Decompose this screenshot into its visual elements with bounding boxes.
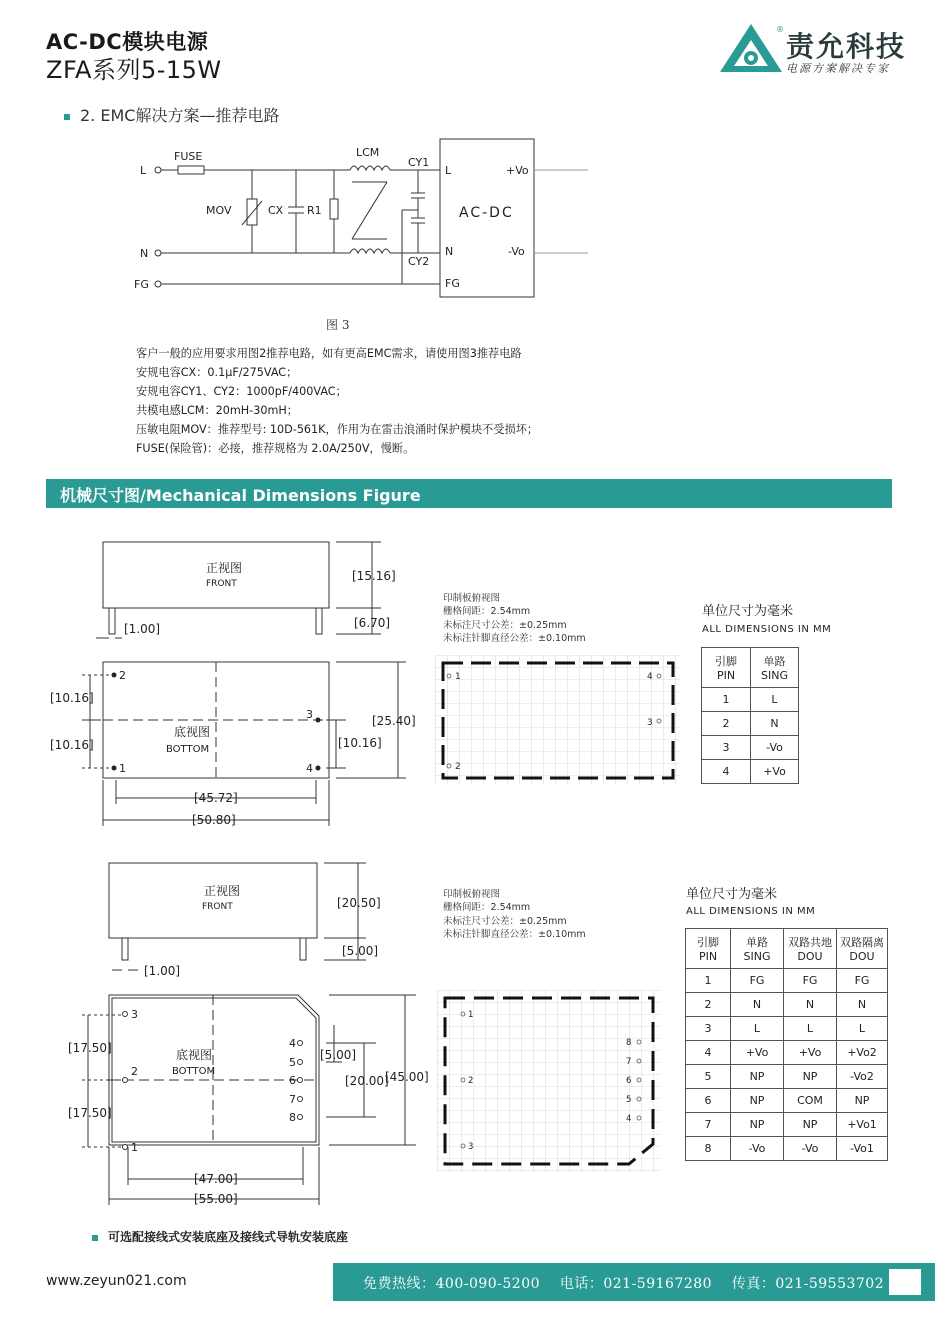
header-cn: 引脚	[715, 655, 737, 668]
table-cell: N	[837, 993, 888, 1017]
pkg2-dim-55.00: [55.00]	[194, 1192, 238, 1206]
pcb2-pin-3: 3	[468, 1142, 474, 1152]
pkg1-bottom-en: BOTTOM	[166, 744, 210, 755]
header-cn: 双路共地	[788, 936, 832, 949]
circuit-label-r1: R1	[307, 204, 322, 217]
mount-option-note	[92, 1228, 348, 1245]
module-pin-vo-minus: -Vo	[508, 245, 525, 258]
fax-label: 传真：	[731, 1276, 776, 1292]
pkg2-dim-20.50: [20.50]	[337, 896, 381, 910]
table-cell: FG	[731, 969, 784, 993]
circuit-label-n: N	[140, 247, 149, 260]
pkg2-pin-8: 8	[289, 1111, 296, 1124]
pkg1-dimension-drawing	[46, 530, 426, 840]
pcb-note: 栅格间距：2.54mm	[443, 606, 531, 618]
emc-notes	[136, 345, 538, 458]
table-header-cell	[784, 929, 837, 969]
pcb2-pin-6: 6	[626, 1076, 632, 1086]
table-row	[686, 1065, 888, 1089]
table-cell: 5	[686, 1065, 731, 1089]
pkg2-dim-5.00-b: [5.00]	[320, 1048, 357, 1062]
pkg2-front-en: FRONT	[202, 902, 233, 912]
doc-title-line1: AC-DC模块电源	[46, 30, 209, 54]
table-row	[702, 760, 799, 784]
emc-circuit-diagram	[128, 135, 598, 307]
pkg2-unit-sub: ALL DIMENSIONS IN MM	[686, 906, 816, 917]
pcb-note: 未标注尺寸公差：±0.25mm	[443, 619, 567, 631]
pkg1-unit-title: 单位尺寸为毫米	[702, 604, 794, 619]
table-row	[686, 1089, 888, 1113]
pkg2-front-cn: 正视图	[204, 884, 241, 898]
table-header-cell	[837, 929, 888, 969]
table-cell: FG	[837, 969, 888, 993]
figure-caption: 图 3	[326, 318, 350, 332]
table-row	[686, 1041, 888, 1065]
pcb2-pin-1: 1	[468, 1010, 474, 1020]
mount-option-text: 可选配接线式安装底座及接线式导轨安装底座	[108, 1230, 349, 1244]
table-cell: N	[784, 993, 837, 1017]
pkg2-bottom-en: BOTTOM	[172, 1066, 216, 1077]
circuit-label-cx: CX	[268, 204, 284, 217]
pkg1-pin-2: 2	[119, 669, 126, 682]
table-cell: N	[731, 993, 784, 1017]
pkg1-dim-10.16-a: [10.16]	[50, 691, 94, 705]
table-cell: 2	[686, 993, 731, 1017]
pkg2-pin-4: 4	[289, 1037, 296, 1050]
pcb1-pin-4: 4	[647, 672, 653, 682]
header-en: PIN	[716, 669, 736, 682]
table-cell: -Vo2	[837, 1065, 888, 1089]
pkg1-dim-25.40: [25.40]	[372, 714, 416, 728]
header-en: DOU	[849, 950, 875, 963]
table-row	[702, 712, 799, 736]
module-pin-l: L	[445, 164, 452, 177]
pkg2-dim-45.00: [45.00]	[385, 1070, 429, 1084]
table-header-cell	[702, 648, 751, 688]
hotline-label: 免费热线：	[363, 1276, 436, 1292]
circuit-label-l: L	[140, 164, 147, 177]
table-cell: N	[751, 712, 799, 736]
brand-name: 责允科技	[786, 30, 907, 63]
pkg2-bottom-cn: 底视图	[176, 1048, 213, 1062]
pkg2-pin-3: 3	[131, 1008, 138, 1021]
table-cell: FG	[784, 969, 837, 993]
table-cell: -Vo	[751, 736, 799, 760]
brand-logo-icon	[718, 22, 784, 74]
table-cell: +Vo	[731, 1041, 784, 1065]
pcb-note: 印制板俯视图	[443, 889, 501, 900]
section-emc-heading	[64, 103, 279, 126]
pkg1-dim-1.00: [1.00]	[124, 622, 161, 636]
note-line: FUSE(保险管)：必接，推荐规格为 2.0A/250V，慢断。	[136, 441, 415, 455]
pkg1-dim-15.16: [15.16]	[352, 569, 396, 583]
pcb1-pin-1: 1	[455, 672, 461, 682]
pkg2-dim-47.00: [47.00]	[194, 1172, 238, 1186]
bullet-square-icon	[92, 1235, 98, 1241]
note-line: 客户一般的应用要求用图2推荐电路，如有更高EMC需求，请使用图3推荐电路	[136, 347, 522, 360]
table-row	[686, 969, 888, 993]
section-emc-heading-text: 2. EMC解决方案—推荐电路	[80, 106, 280, 125]
section-mech-title: 机械尺寸图/Mechanical Dimensions Figure	[60, 486, 421, 505]
module-label: AC-DC	[459, 205, 514, 221]
table-cell: +Vo	[784, 1041, 837, 1065]
table-cell: NP	[784, 1113, 837, 1137]
phone-label: 电话：	[559, 1276, 604, 1292]
module-pin-n: N	[445, 245, 454, 258]
table-cell: +Vo2	[837, 1041, 888, 1065]
table-row	[702, 688, 799, 712]
phone-number: 021-59167280	[603, 1276, 713, 1292]
pcb-note: 栅格间距：2.54mm	[443, 902, 531, 914]
pcb2-pin-2: 2	[468, 1076, 474, 1086]
table-cell: -Vo1	[837, 1137, 888, 1161]
table-cell: NP	[731, 1065, 784, 1089]
pkg2-dim-20.00: [20.00]	[345, 1074, 389, 1088]
header-en: PIN	[698, 950, 718, 963]
circuit-label-fg: FG	[134, 278, 149, 291]
hotline-number: 400-090-5200	[435, 1276, 541, 1292]
header-cn: 引脚	[697, 936, 719, 949]
table-header-cell	[751, 648, 799, 688]
pcb-note: 未标注尺寸公差：±0.25mm	[443, 915, 567, 927]
pkg2-pin-1: 1	[131, 1141, 138, 1154]
table-header-cell	[686, 929, 731, 969]
table-row	[686, 1017, 888, 1041]
fax-number: 021-59553702	[775, 1276, 885, 1292]
table-cell: 4	[702, 760, 751, 784]
pkg1-dim-50.80: [50.80]	[192, 813, 236, 827]
circuit-label-lcm: LCM	[356, 146, 380, 159]
pkg1-pin-3: 3	[306, 708, 313, 721]
table-header-cell	[731, 929, 784, 969]
table-cell: -Vo	[784, 1137, 837, 1161]
module-pin-fg: FG	[445, 277, 460, 290]
pkg1-front-cn: 正视图	[206, 561, 243, 575]
doc-title-line2: ZFA系列5-15W	[46, 56, 222, 84]
pkg2-pin-table	[685, 928, 888, 1161]
table-cell: 7	[686, 1113, 731, 1137]
pcb1-pin-2: 2	[455, 762, 461, 772]
section-mech-band	[46, 479, 892, 508]
pkg2-unit-title: 单位尺寸为毫米	[686, 887, 778, 902]
header-cn: 单路	[763, 655, 786, 668]
table-cell: COM	[784, 1089, 837, 1113]
pcb2-pin-8: 8	[626, 1038, 632, 1048]
table-cell: -Vo	[731, 1137, 784, 1161]
pkg1-pin-4: 4	[306, 762, 313, 775]
circuit-label-mov: MOV	[206, 204, 232, 217]
table-row	[686, 1113, 888, 1137]
pcb-note: 印制板俯视图	[443, 593, 501, 604]
module-pin-vo-plus: +Vo	[506, 164, 529, 177]
pkg2-pcb-notes	[443, 888, 586, 942]
table-cell: 3	[702, 736, 751, 760]
table-cell: +Vo1	[837, 1113, 888, 1137]
table-row	[702, 736, 799, 760]
header-cn: 单路	[746, 936, 768, 949]
note-line: 共模电感LCM：20mH-30mH；	[136, 403, 298, 417]
pcb-note: 未标注针脚直径公差：±0.10mm	[443, 929, 586, 941]
pkg1-dim-10.16-c: [10.16]	[338, 736, 382, 750]
circuit-label-cy2: CY2	[408, 255, 430, 268]
table-cell: +Vo	[751, 760, 799, 784]
table-cell: L	[731, 1017, 784, 1041]
table-cell: 8	[686, 1137, 731, 1161]
pkg1-front-en: FRONT	[206, 579, 237, 589]
header-en: SING	[743, 950, 771, 963]
page-number-box	[889, 1269, 921, 1295]
pkg1-unit-sub: ALL DIMENSIONS IN MM	[702, 624, 832, 635]
pkg1-pin-1: 1	[119, 762, 126, 775]
header-cn: 双路隔离	[840, 936, 884, 949]
pcb2-pin-7: 7	[626, 1057, 632, 1067]
table-cell: NP	[731, 1089, 784, 1113]
table-row	[686, 993, 888, 1017]
footer-url[interactable]: www.zeyun021.com	[46, 1273, 187, 1289]
table-row	[686, 1137, 888, 1161]
footer-contact	[363, 1273, 884, 1293]
pcb2-pin-5: 5	[626, 1095, 632, 1105]
pkg2-pin-5: 5	[289, 1056, 296, 1069]
table-cell: 2	[702, 712, 751, 736]
pkg1-dim-6.70: [6.70]	[354, 616, 391, 630]
table-cell: 6	[686, 1089, 731, 1113]
table-cell: NP	[731, 1113, 784, 1137]
pkg2-dim-1.00: [1.00]	[144, 964, 181, 978]
table-cell: NP	[784, 1065, 837, 1089]
pcb-note: 未标注针脚直径公差：±0.10mm	[443, 633, 586, 645]
header-en: SING	[761, 669, 788, 682]
table-cell: 4	[686, 1041, 731, 1065]
circuit-label-cy1: CY1	[408, 156, 430, 169]
bullet-square-icon	[64, 114, 70, 120]
note-line: 安规电容CY1、CY2：1000pF/400VAC；	[136, 384, 347, 398]
pkg2-dim-5.00: [5.00]	[342, 944, 379, 958]
pkg1-pin-table	[701, 647, 799, 784]
pkg1-pcb-grid	[435, 655, 680, 785]
table-cell: 3	[686, 1017, 731, 1041]
table-cell: NP	[837, 1089, 888, 1113]
table-cell: L	[751, 688, 799, 712]
pkg2-pcb-grid	[437, 990, 661, 1172]
pkg1-bottom-cn: 底视图	[174, 725, 211, 739]
pkg2-dim-17.50-a: [17.50]	[68, 1041, 112, 1055]
pcb2-pin-4: 4	[626, 1114, 632, 1124]
pkg2-dim-17.50-b: [17.50]	[68, 1106, 112, 1120]
pkg2-dimension-drawing	[46, 855, 436, 1215]
pkg1-dim-45.72: [45.72]	[194, 791, 238, 805]
pkg1-dim-10.16-b: [10.16]	[50, 738, 94, 752]
table-cell: 1	[702, 688, 751, 712]
pcb1-pin-3: 3	[647, 718, 653, 728]
table-cell: L	[837, 1017, 888, 1041]
pkg2-pin-2: 2	[131, 1065, 138, 1078]
brand-slogan: 电源方案解决专家	[786, 62, 890, 75]
note-line: 安规电容CX：0.1μF/275VAC；	[136, 365, 298, 379]
table-cell: L	[784, 1017, 837, 1041]
pkg2-pin-6: 6	[289, 1074, 296, 1087]
pkg2-pin-7: 7	[289, 1093, 296, 1106]
header-en: DOU	[797, 950, 823, 963]
note-line: 压敏电阻MOV：推荐型号: 10D-561K，作用为在雷击浪涌时保护模块不受损坏；	[136, 422, 539, 436]
table-cell: 1	[686, 969, 731, 993]
pkg1-pcb-notes	[443, 592, 586, 646]
circuit-label-fuse: FUSE	[174, 150, 203, 163]
registered-mark: ®	[776, 25, 784, 34]
